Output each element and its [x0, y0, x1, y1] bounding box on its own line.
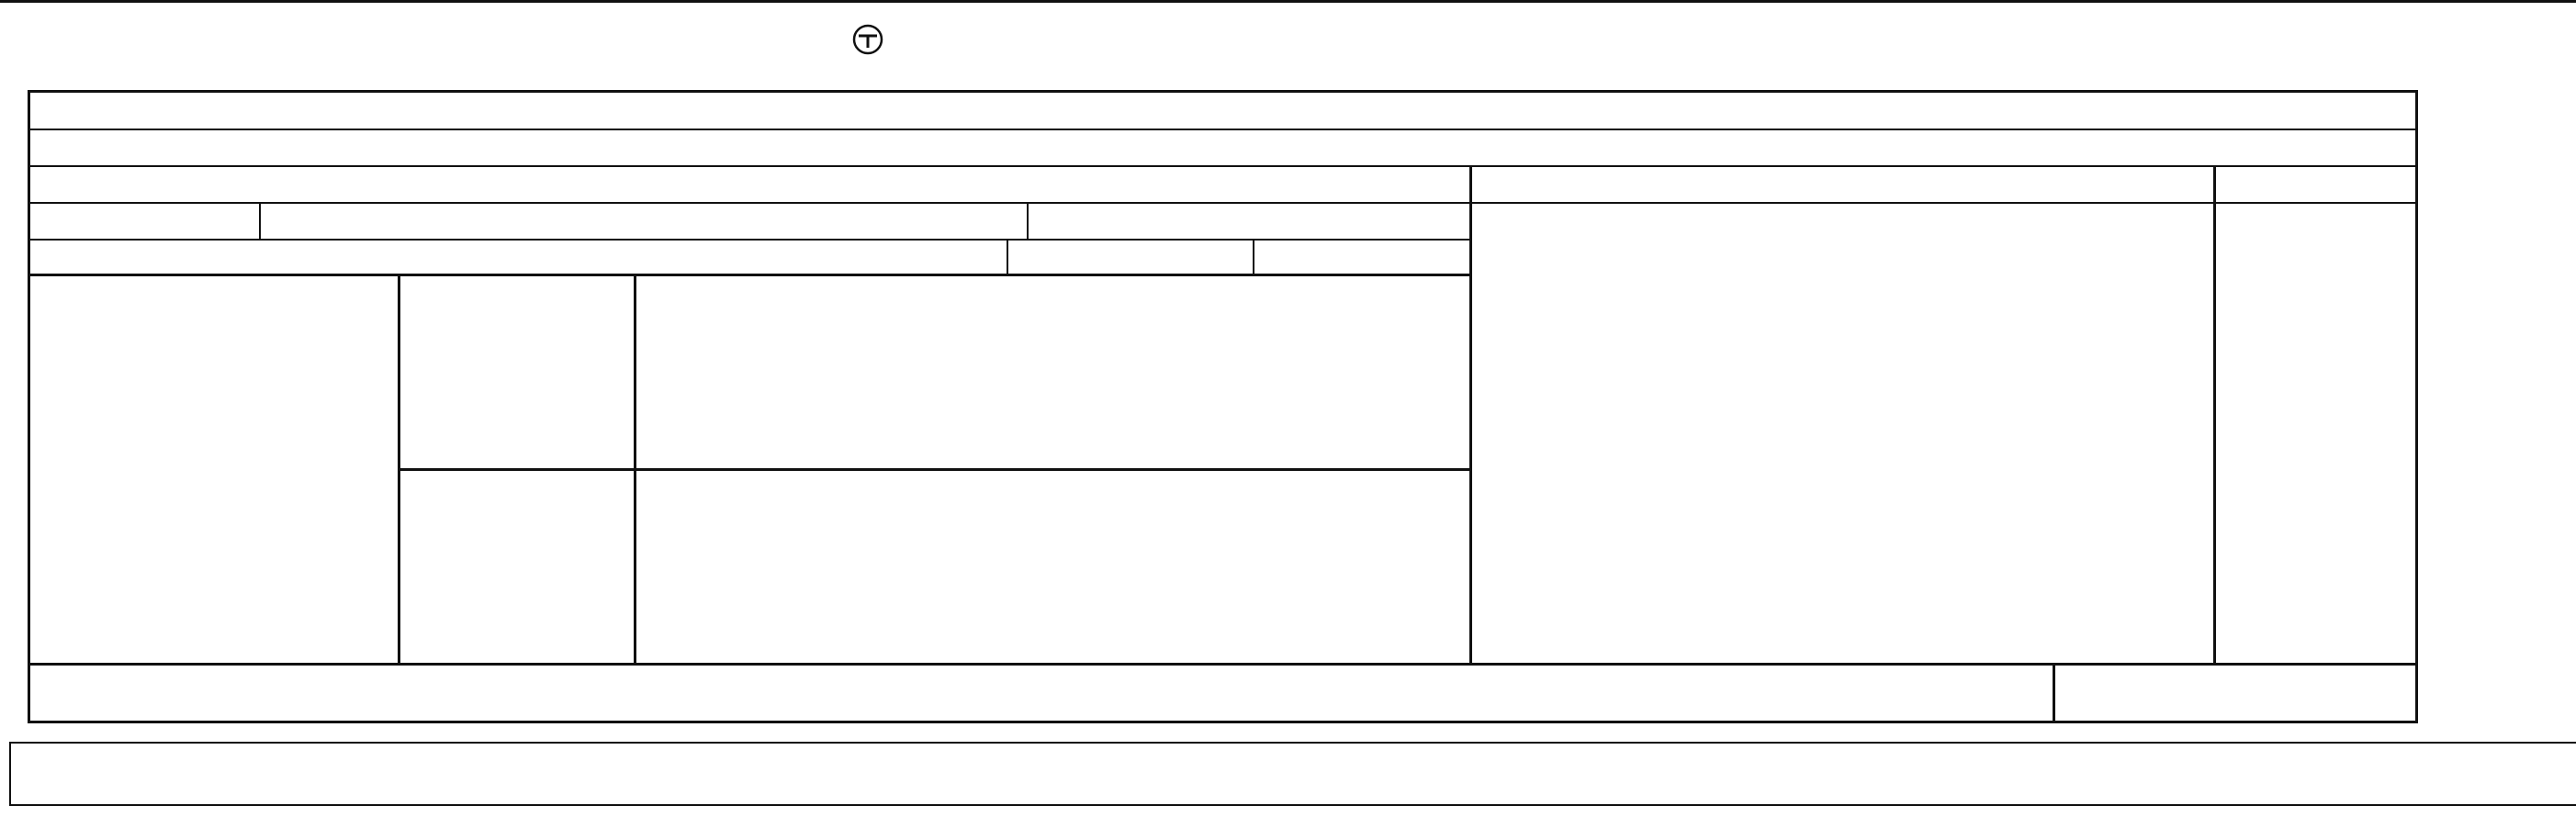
row-divider [28, 202, 1469, 204]
col-divider-obs [2213, 165, 2216, 664]
visit-divider [398, 468, 1470, 471]
logo-icon [849, 24, 886, 55]
col-divider-firma [1469, 165, 1472, 664]
row-divider [28, 129, 2418, 130]
header-divider [1469, 202, 2418, 204]
top-border [0, 0, 2576, 3]
outer-bottom-frame [9, 742, 2576, 806]
form-frame [28, 90, 2418, 723]
col-divider [1253, 239, 1254, 275]
footer-divider [2053, 663, 2055, 723]
col-divider [1027, 202, 1029, 239]
certipostal-logo [831, 24, 905, 75]
row-divider [28, 663, 2418, 666]
col-divider [259, 202, 261, 239]
barcode [1506, 17, 2250, 83]
row-divider [28, 165, 2418, 167]
col-divider [1007, 239, 1008, 275]
